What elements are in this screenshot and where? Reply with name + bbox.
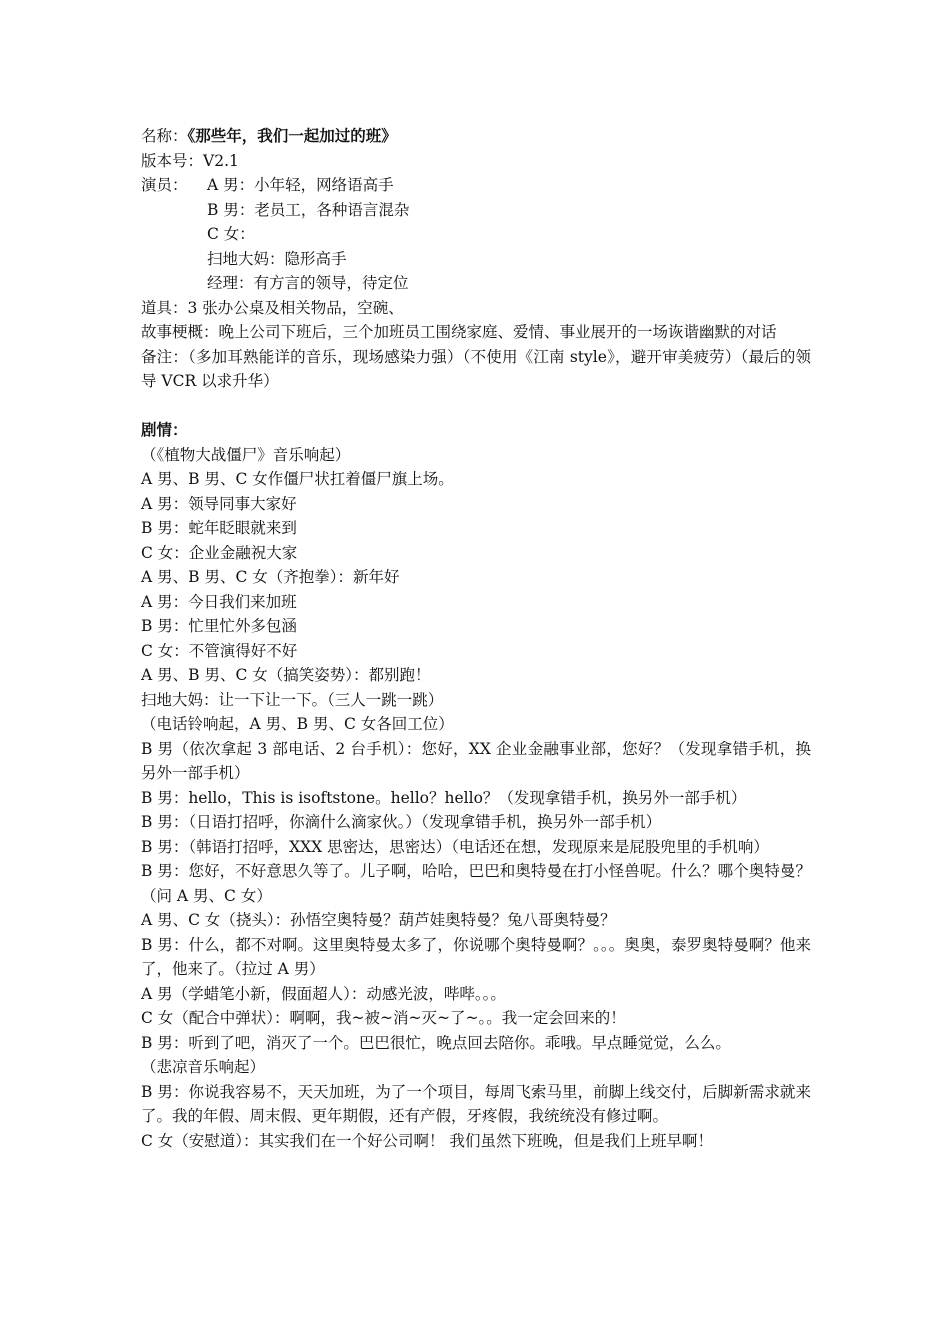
script-line: B 男：蛇年眨眼就来到 — [141, 519, 297, 537]
script-line: B 男：您好，不好意思久等了。儿子啊，哈哈，巴巴和奥特曼在打小怪兽呢。什么？哪个奥特曼？（问 A 男、C 女） — [141, 862, 811, 905]
script-line: （电话铃响起，A 男、B 男、C 女各回工位） — [141, 715, 454, 733]
notes-paragraph: 备注：（多加耳熟能详的音乐，现场感染力强）（不使用《江南 style》，避开审美疲劳）（最后的领导 VCR 以求升华） — [141, 347, 811, 390]
script-line: B 男：忙里忙外多包涵 — [141, 617, 297, 635]
script-line: A 男、B 男、C 女（齐抱拳）：新年好 — [141, 568, 400, 586]
script-lines — [141, 443, 811, 1154]
document-body — [141, 124, 811, 1153]
script-line: B 男：hello，This is isoftstone。hello？hello？（发现拿错手机，换另外一部手机） — [141, 788, 747, 807]
cast-label: 演员： — [141, 176, 188, 194]
script-line: 扫地大妈：让一下让一下。（三人一跳一跳） — [141, 690, 444, 709]
props-line: 道具：3 张办公桌及相关物品，空碗、 — [141, 298, 404, 317]
script-line: B 男：（日语打招呼，你滴什么滴家伙。）（发现拿错手机，换另外一部手机） — [141, 813, 662, 831]
script-line: A 男（学蜡笔小新，假面超人）：动感光波，哔哔。。。 — [141, 984, 506, 1003]
script-line: A 男：领导同事大家好 — [141, 494, 297, 513]
play-title: 《那些年，我们一起加过的班》 — [187, 126, 397, 145]
version-line — [141, 149, 811, 174]
script-line: A 男、B 男、C 女（搞笑姿势）：都别跑！ — [141, 666, 431, 684]
cast-member: C 女： — [207, 225, 255, 243]
plot-heading: 剧情： — [141, 420, 188, 439]
script-line: C 女：不管演得好不好 — [141, 641, 298, 660]
name-label: 名称： — [141, 127, 188, 145]
title-line — [141, 124, 811, 149]
script-line: C 女（配合中弹状）：啊啊，我~被~消~灭~了~。。我一定会回来的！ — [141, 1009, 626, 1027]
version-label: 版本号： — [141, 151, 204, 170]
script-line: A 男、B 男、C 女作僵尸状扛着僵尸旗上场。 — [141, 470, 454, 488]
cast-line — [141, 173, 811, 198]
version-value: V2.1 — [203, 151, 239, 170]
script-line: A 男：今日我们来加班 — [141, 592, 297, 611]
script-line: B 男（依次拿起 3 部电话、2 台手机）：您好，XX 企业金融事业部，您好？（发现拿错手机，换另外一部手机） — [141, 739, 811, 782]
script-line: B 男：听到了吧，消灭了一个。巴巴很忙，晚点回去陪你。乖哦。早点睡觉觉，么么。 — [141, 1033, 731, 1052]
script-line: （《植物大战僵尸》音乐响起） — [141, 445, 351, 464]
script-line: B 男：什么，都不对啊。这里奥特曼太多了，你说哪个奥特曼啊？。。。奥奥，泰罗奥特曼啊？他来了，他来了。（拉过 A 男） — [141, 935, 811, 978]
script-line: （悲凉音乐响起） — [141, 1058, 266, 1076]
script-line: C 女（安慰道）：其实我们在一个好公司啊！ 我们虽然下班晚，但是我们上班早啊！ — [141, 1131, 713, 1150]
synopsis-paragraph: 故事梗概：晚上公司下班后，三个加班员工围绕家庭、爱情、事业展开的一场诙谐幽默的对话 — [141, 323, 777, 341]
cast-member: A 男：小年轻，网络语高手 — [207, 176, 394, 194]
script-line: A 男、C 女（挠头）：孙悟空奥特曼？葫芦娃奥特曼？兔八哥奥特曼？ — [141, 911, 616, 929]
script-line: B 男：（韩语打招呼，XXX 思密达，思密达）（电话还在想，发现原来是屁股兜里的手机响） — [141, 837, 769, 856]
cast-member: 经理：有方言的领导，待定位 — [207, 274, 409, 292]
script-line: C 女：企业金融祝大家 — [141, 543, 298, 562]
script-line: B 男：你说我容易不，天天加班，为了一个项目，每周飞索马里，前脚上线交付，后脚新需求就来了。我的年假、周末假、更年期假，还有产假，牙疼假，我统统没有修过啊。 — [141, 1082, 811, 1125]
cast-member: B 男：老员工，各种语言混杂 — [207, 200, 410, 219]
blank-line — [141, 394, 811, 419]
cast-member: 扫地大妈：隐形高手 — [207, 249, 347, 268]
